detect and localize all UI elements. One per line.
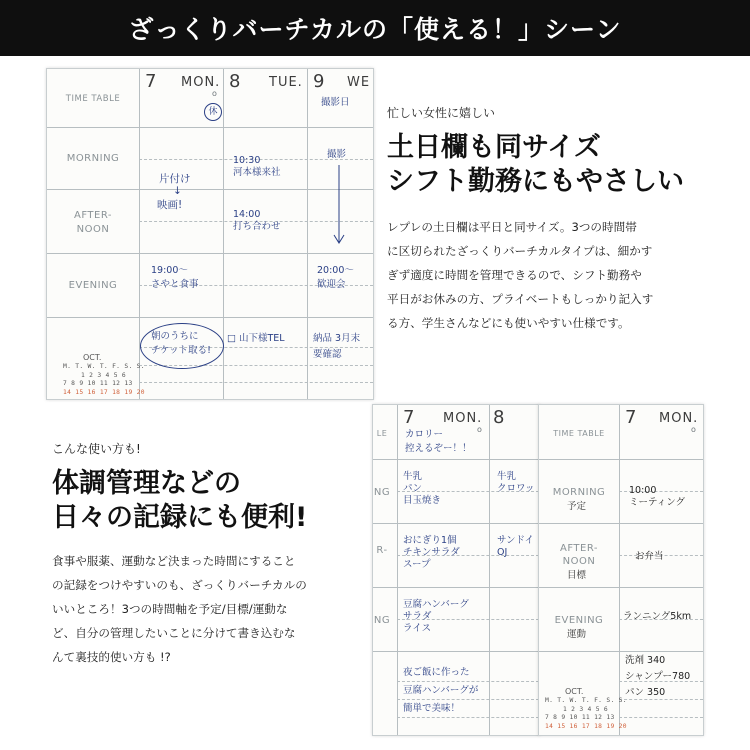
p3-note-1000: 10:00 — [629, 485, 657, 496]
p3-mini-calendar-row-2: 7 8 9 10 11 12 13 — [545, 714, 615, 722]
mini-calendar-row-3: 14 15 16 17 18 19 20 — [63, 388, 145, 396]
planner-photo-1 — [46, 68, 374, 400]
note-croissant: クロワッ — [497, 483, 535, 494]
afternoon-label-partial: R- — [376, 545, 388, 556]
p3-note-running: ランニング5km — [623, 611, 692, 622]
p3-afternoon-label-2: NOON — [562, 556, 596, 567]
note-onigiri: おにぎり1個 — [403, 535, 457, 546]
holiday-badge — [204, 103, 222, 121]
note-medama: 目玉焼き — [403, 495, 442, 506]
title-banner — [0, 0, 750, 56]
p3-time-table-label: TIME TABLE — [553, 429, 605, 438]
p2-day2-number: 8 — [493, 407, 505, 428]
note-nouhin-1: 納品 3月末 — [313, 333, 361, 344]
p3-afternoon-label-1: AFTER- — [560, 543, 598, 554]
evening-label: EVENING — [68, 280, 118, 291]
p3-mini-calendar-header: M. T. W. T. F. S. S. — [545, 697, 627, 704]
mini-calendar-row-1: 1 2 3 4 5 6 — [81, 371, 127, 379]
note-satsuei: 撮影 — [327, 149, 347, 160]
section1-headline-2: シフト勤務にもやさしい — [387, 166, 684, 197]
note-2000: 20:00〜 — [317, 265, 354, 276]
note-uchiawase: 打ち合わせ — [233, 221, 281, 232]
p2-day1-number: 7 — [403, 407, 415, 428]
note-hikaeru: 控えるぞー！！ — [405, 443, 472, 454]
note-satsuei-bi: 撮影日 — [321, 97, 350, 108]
section1-body-line: に区切られたざっくりバーチカルタイプは、細かす — [387, 244, 653, 258]
p3-mini-calendar-month: OCT. — [565, 687, 584, 696]
planner-photo-2 — [372, 404, 540, 736]
evening-label-partial: NG — [373, 615, 391, 626]
note-pan: パン — [403, 483, 423, 494]
section2-headline-1: 体調管理などの — [52, 468, 241, 499]
note-arrow: ↓ — [173, 185, 182, 197]
p3-day-number: 7 — [625, 407, 637, 428]
holiday-badge-text: 休 — [208, 107, 218, 117]
day3-number: 9 — [313, 71, 325, 92]
mini-calendar-row-2: 7 8 9 10 11 12 13 — [63, 380, 133, 388]
section2-body-line: ど、自分の管理したいことに分けて書き込むな — [52, 626, 296, 640]
p3-undou: 運動 — [567, 629, 587, 640]
note-nouhin-2: 要確認 — [313, 349, 342, 360]
p3-mini-calendar-row-3: 14 15 16 17 18 19 20 — [545, 722, 627, 730]
day2-number: 8 — [229, 71, 241, 92]
section1-headline-1: 土日欄も同サイズ — [387, 132, 601, 163]
section2-headline-2: 日々の記録にも便利! — [52, 502, 308, 533]
p3-day-name: MON. — [659, 411, 699, 426]
note-rice: ライス — [403, 623, 432, 634]
section1-body — [387, 215, 737, 335]
note-gyunyu-2: 牛乳 — [497, 471, 517, 482]
p3-note-obento: お弁当 — [635, 551, 664, 562]
note-kantan: 簡単で美味！ — [403, 703, 461, 714]
morning-label-partial: NG — [373, 487, 391, 498]
day1-marker: o — [212, 89, 217, 98]
section1-body-line: る方、学生さんなどにも使いやすい仕様です。 — [387, 316, 630, 330]
section2-text — [52, 440, 370, 669]
time-table-label-partial: LE — [376, 429, 388, 438]
day3-name: WE — [347, 75, 371, 90]
note-asa-1: 朝のうちに — [151, 331, 199, 342]
note-soup: スープ — [403, 559, 431, 570]
day1-number: 7 — [145, 71, 157, 92]
p3-morning-label: MORNING — [552, 487, 606, 498]
note-1030: 10:30 — [233, 155, 261, 166]
p3-evening-label: EVENING — [554, 615, 604, 626]
note-sayato: さやと食事 — [151, 279, 199, 290]
note-sandwich: サンドイ — [497, 535, 535, 546]
banner-title: ざっくりバーチカルの「使える！」シーン — [128, 15, 622, 44]
note-1400: 14:00 — [233, 209, 261, 220]
morning-label: MORNING — [66, 153, 120, 164]
afternoon-label-2: NOON — [76, 224, 110, 235]
day1-name: MON. — [181, 75, 221, 90]
section1-body-line: レプレの土日欄は平日と同サイズ。3つの時間帯 — [387, 220, 637, 234]
section2-body-line: の記録をつけやすいのも、ざっくりバーチカルの — [52, 578, 307, 592]
p3-note-pan: パン 350 — [625, 687, 666, 698]
section1-intro: 忙しい女性に嬉しい — [387, 106, 496, 120]
note-yoru: 夜ご飯に作った — [403, 667, 470, 678]
note-oj: OJ — [497, 547, 508, 558]
p3-mini-calendar — [545, 697, 627, 731]
p3-note-shampoo: シャンプー780 — [625, 671, 691, 682]
p3-note-meeting: ミーティング — [629, 497, 686, 508]
p3-yotei: 予定 — [567, 501, 587, 512]
section2-body-line: いいところ！3つの時間軸を予定/目標/運動な — [52, 602, 288, 616]
section1-body-line: ぎず適度に時間を管理できるので、シフト勤務や — [387, 268, 642, 282]
section1-body-line: 平日がお休みの方、プライベートもしっかり記入す — [387, 292, 654, 306]
section2-intro: こんな使い方も! — [52, 442, 141, 456]
note-salad: サラダ — [403, 611, 432, 622]
section2-body-line: んて裏技的使い方も !? — [52, 650, 171, 664]
mini-calendar-header: M. T. W. T. F. S. S. — [63, 363, 145, 370]
note-1900: 19:00〜 — [151, 265, 188, 276]
note-tofu-hamburg: 豆腐ハンバーグ — [403, 599, 469, 610]
note-tofu-2: 豆腐ハンバーグが — [403, 685, 479, 696]
section1-text — [387, 104, 737, 335]
note-chicken: チキンサラダ — [403, 547, 460, 558]
note-kawamoto: 河本様来社 — [233, 167, 281, 178]
schedule-arrow — [332, 165, 346, 247]
note-yamashita: □ 山下様TEL — [227, 333, 285, 344]
afternoon-label-1: AFTER- — [74, 210, 112, 221]
note-kangeikai: 歓迎会 — [317, 279, 346, 290]
note-gyunyu: 牛乳 — [403, 471, 423, 482]
mini-calendar — [63, 363, 145, 397]
note-calorie: カロリー — [405, 429, 444, 440]
note-eiga: 映画! — [157, 199, 183, 211]
section2-body-line: 食事や服薬、運動など決まった時間にすること — [52, 554, 296, 568]
note-katazuke: 片付け — [159, 173, 191, 185]
p3-note-senzai: 洗剤 340 — [625, 655, 666, 666]
section2-body — [52, 549, 370, 669]
p2-day1-marker: o — [477, 425, 482, 434]
p3-day-marker: o — [691, 425, 696, 434]
time-table-label: TIME TABLE — [65, 94, 121, 104]
p3-mokuhyo: 目標 — [567, 570, 587, 581]
p3-mini-calendar-row-1: 1 2 3 4 5 6 — [563, 705, 609, 713]
planner-photo-3 — [538, 404, 704, 736]
mini-calendar-month: OCT. — [83, 353, 102, 362]
day2-name: TUE. — [269, 75, 303, 90]
p2-day1-name: MON. — [443, 411, 483, 426]
note-asa-2: チケット取る! — [151, 345, 211, 356]
